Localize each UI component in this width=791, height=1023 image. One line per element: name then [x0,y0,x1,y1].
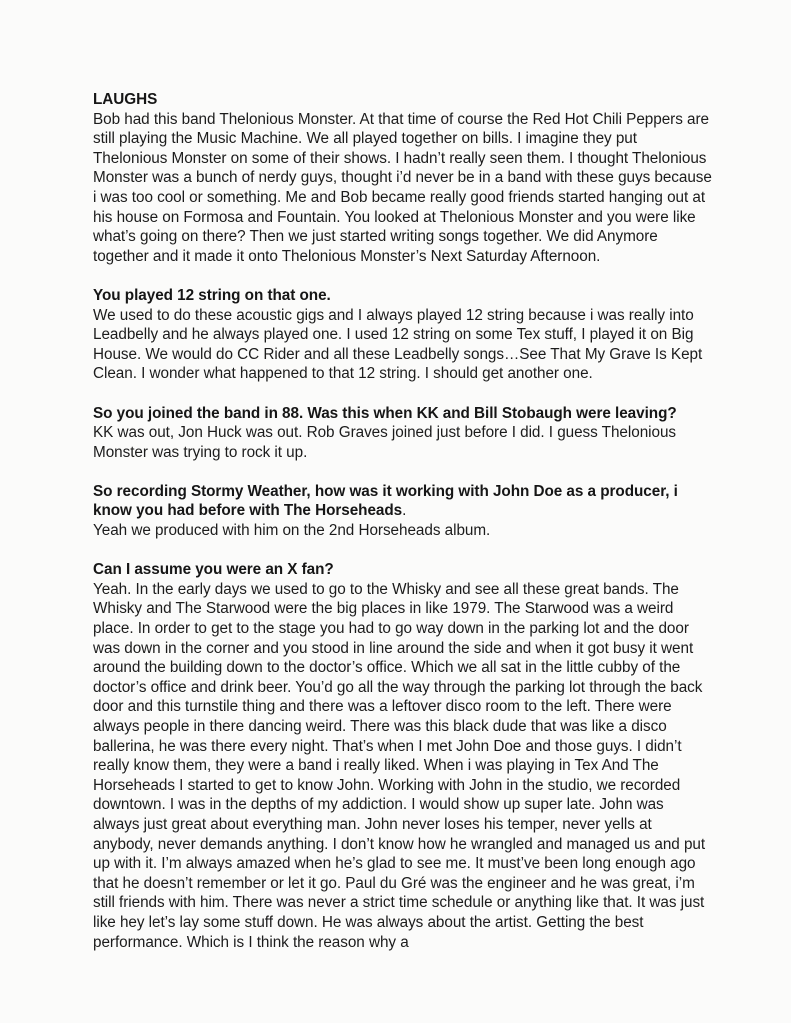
section-heading [93,90,713,110]
section-laughs [93,90,713,266]
answer-paragraph: We used to do these acoustic gigs and I always played 12 string because i was really into Leadbelly and he always played one. I used 12 string on some Tex stuff, I played it on Big House. We would do CC Rider and all these Leadbelly songs…See That My Grave Is Kept Clean. I wonder what happened to that 12 string. I should get another one. [93,306,703,383]
section-joined-band [93,404,713,463]
question-heading [93,286,713,306]
document-page [93,90,713,972]
question-text: You played 12 string on that one. [93,286,331,304]
answer-paragraph: Bob had this band Thelonious Monster. At that time of course the Red Hot Chili Peppers are still playing the Music Machine. We all played together on bills. I imagine they put Thelonious Monster on some of their shows. I hadn’t really seen them. I thought Thelonious Monster was a bunch of nerdy guys, thought i’d never be in a band with these guys because i was too cool or something. Me and Bob became really good friends started hanging out at his house on Formosa and Fountain. You looked at Thelonious Monster and you were like what’s going on there? Then we just started writing songs together. We did Anymore together and it made it onto Thelonious Monster’s Next Saturday Afternoon. [93,110,712,265]
section-12-string [93,286,713,384]
question-heading [93,482,713,521]
section-stormy-weather [93,482,713,541]
question-text: Can I assume you were an X fan? [93,561,334,579]
answer-paragraph: Yeah. In the early days we used to go to the Whisky and see all these great bands. The Whisky and The Starwood were the big places in like 1979. The Starwood was a weird place. In order to get to the stage you had to go way down in the parking lot and the door was down in the corner and you stood in line around the side and when it got busy it went around the building down to the doctor’s office. Which we all sat in the little cubby of the doctor’s office and drink beer. You’d go all the way through the parking lot through the back door and this turnstile thing and there was a leftover disco room to the left. There were always people in there dancing weird. There was this black dude that was like a disco ballerina, he was there every night. That’s when I met John Doe and those guys. I didn’t really know them, they were a band i really liked. When i was playing in Tex And The Horseheads I started to get to know John. Working with John in the studio, we recorded downtown. I was in the depths of my addiction. I would show up super late. John was always just great about everything man. John never loses his temper, never yells at anybody, never demands anything. I don’t know how he wrangled and managed us and put up with it. I’m always amazed when he’s glad to see me. It must’ve been long enough ago that he doesn’t remember or let it go. Paul du Gré was the engineer and he was great, i’m still friends with him. There was never a strict time schedule or anything like that. It was just like hey let’s lay some stuff down. He was always about the artist. Getting the best performance. Which is I think the reason why a [93,580,706,951]
question-heading [93,404,713,424]
answer-paragraph: Yeah we produced with him on the 2nd Horseheads album. [93,522,491,540]
question-suffix: . [402,502,407,520]
section-x-fan [93,560,713,952]
question-text: So recording Stormy Weather, how was it working with John Doe as a producer, i know you had before with The Horseheads [93,482,678,520]
question-heading [93,560,713,580]
question-text: LAUGHS [93,91,158,108]
question-text: So you joined the band in 88. Was this when KK and Bill Stobaugh were leaving? [93,404,677,422]
answer-paragraph: KK was out, Jon Huck was out. Rob Graves joined just before I did. I guess Thelonious Monster was trying to rock it up. [93,424,677,461]
